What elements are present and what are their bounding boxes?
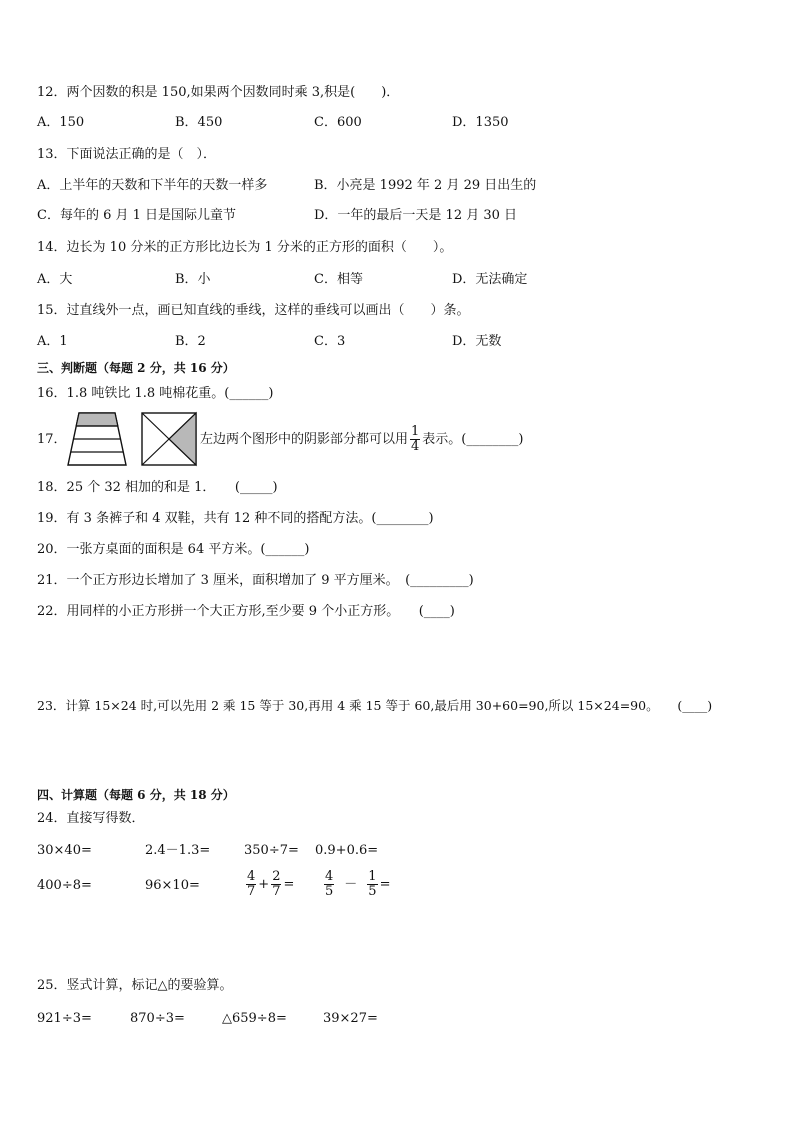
q12-option-c: C．600 — [314, 115, 362, 130]
question-24: 24．直接写得数． — [37, 811, 145, 826]
q15-option-d: D．无数 — [452, 334, 502, 349]
q25-item-2: 870÷3= — [130, 1011, 185, 1026]
q15-option-c: C．3 — [314, 334, 346, 349]
q15-option-b: B．2 — [175, 334, 206, 349]
question-15: 15．过直线外一点，画已知直线的垂线，这样的垂线可以画出（ ）条。 — [37, 303, 470, 318]
section-3-heading: 三、判断题（每题 2 分，共 16 分） — [37, 361, 235, 375]
q24-item-2: 2.4－1.3= — [145, 843, 211, 858]
q24-item-5: 400÷8= — [37, 878, 92, 893]
question-17-number: 17． — [37, 432, 67, 447]
question-18: 18．25 个 32 相加的和是 1． (_____) — [37, 480, 278, 495]
q25-item-4: 39×27= — [323, 1011, 378, 1026]
q24-fraction-difference: $\frac{4}{5}$ － $\frac{1}{5}$ = — [325, 869, 391, 899]
q14-option-b: B．小 — [175, 272, 211, 287]
q24-fraction-sum: $\frac{4}{7}$ + $\frac{2}{7}$ = — [247, 869, 295, 899]
q24-item-4: 0.9+0.6= — [315, 843, 379, 858]
section-4-heading: 四、计算题（每题 6 分，共 18 分） — [37, 788, 235, 802]
question-14: 14．边长为 10 分米的正方形比边长为 1 分米的正方形的面积（ ）。 — [37, 240, 453, 255]
q17-fraction: $\frac{1}{4}$ — [411, 424, 420, 454]
q25-item-1: 921÷3= — [37, 1011, 92, 1026]
q14-option-d: D．无法确定 — [452, 272, 528, 287]
q24-item-1: 30×40= — [37, 843, 92, 858]
q17-text-before: 左边两个图形中的阴影部分都可以用 — [200, 432, 409, 447]
question-25: 25．竖式计算，标记△的要验算。 — [37, 978, 233, 993]
q17-text-after: 表示。(________) — [422, 432, 524, 447]
q12-option-a: A．150 — [37, 115, 85, 130]
q13-option-a: A．上半年的天数和下半年的天数一样多 — [37, 178, 268, 193]
square-diagonals-figure — [140, 411, 198, 467]
q25-item-3: △659÷8= — [222, 1011, 287, 1026]
q13-option-b: B．小亮是 1992 年 2 月 29 日出生的 — [314, 178, 537, 193]
question-23: 23．计算 15×24 时,可以先用 2 乘 15 等于 30,再用 4 乘 15 等于 60,最后用 30+60=90,所以 15×24=90。 (____) — [37, 698, 713, 713]
q13-option-c: C．每年的 6 月 1 日是国际儿童节 — [37, 208, 237, 223]
q14-option-a: A．大 — [37, 272, 73, 287]
q24-item-6: 96×10= — [145, 878, 200, 893]
question-16: 16．1.8 吨铁比 1.8 吨棉花重。(______) — [37, 386, 274, 401]
q15-option-a: A．1 — [37, 334, 68, 349]
question-21: 21．一个正方形边长增加了 3 厘米，面积增加了 9 平方厘米。 (_________) — [37, 573, 474, 588]
q13-option-d: D．一年的最后一天是 12 月 30 日 — [314, 208, 518, 223]
question-17-text — [200, 422, 523, 458]
q12-option-d: D．1350 — [452, 115, 509, 130]
question-12: 12．两个因数的积是 150,如果两个因数同时乘 3,积是( )． — [37, 85, 400, 100]
question-13: 13．下面说法正确的是（ ）． — [37, 147, 217, 162]
question-20: 20．一张方桌面的面积是 64 平方米。(______) — [37, 542, 310, 557]
trapezoid-figure — [66, 411, 128, 467]
q24-item-3: 350÷7= — [244, 843, 299, 858]
question-22: 22．用同样的小正方形拼一个大正方形,至少要 9 个小正方形。 (____) — [37, 604, 455, 619]
question-19: 19．有 3 条裤子和 4 双鞋，共有 12 种不同的搭配方法。(________) — [37, 511, 434, 526]
q12-option-b: B．450 — [175, 115, 223, 130]
q14-option-c: C．相等 — [314, 272, 363, 287]
